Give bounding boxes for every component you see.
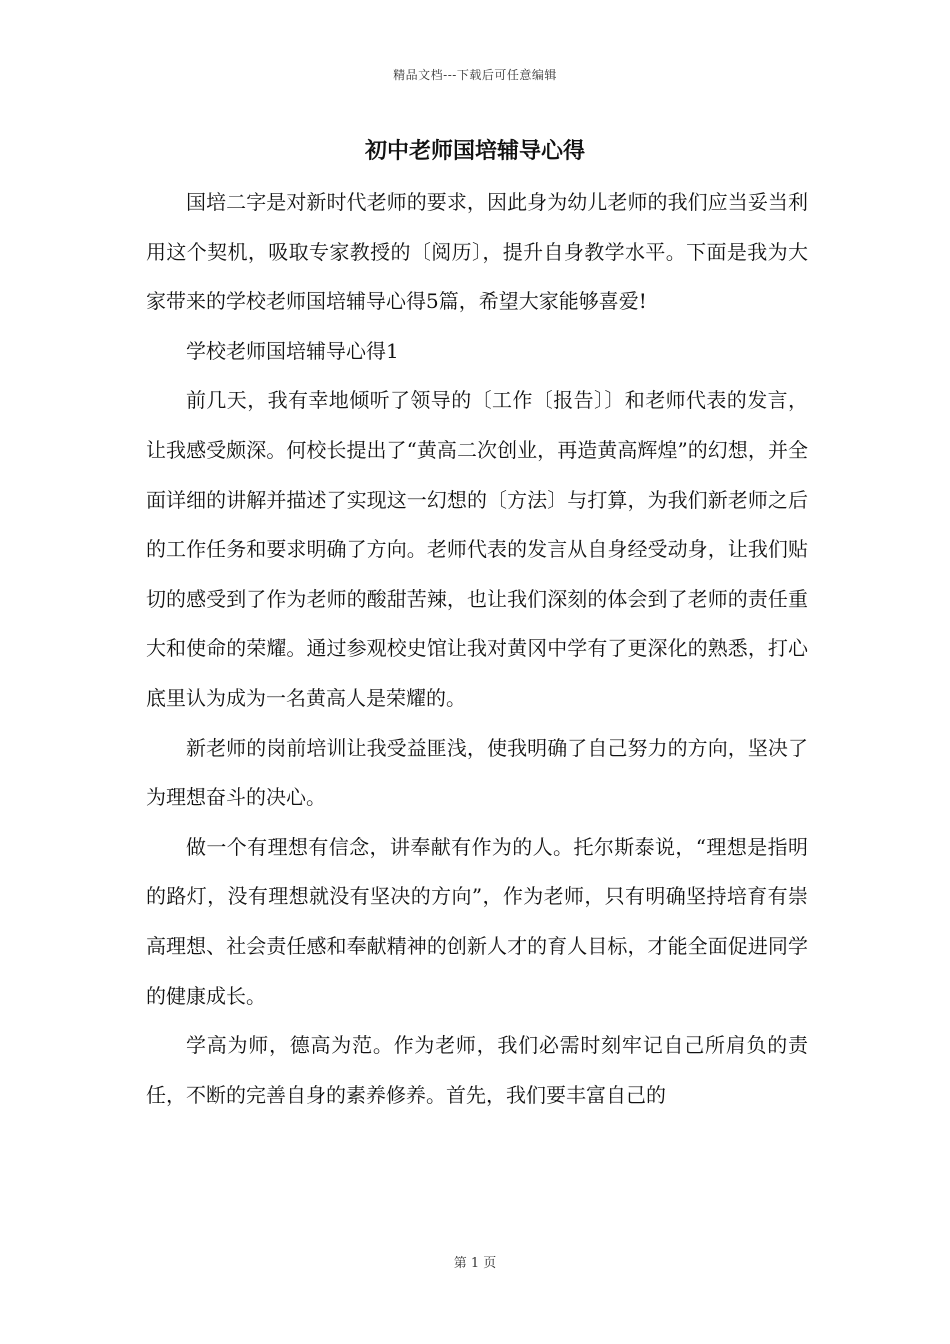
document-body xyxy=(146,178,808,1120)
section-heading: 学校老师国培辅导心得1 xyxy=(186,338,399,363)
body-paragraph: 新老师的岗前培训让我受益匪浅，使我明确了自己努力的方向，坚决了为理想奋斗的决心。 xyxy=(146,735,808,810)
body-paragraph: 做一个有理想有信念，讲奉献有作为的人。托尔斯泰说，“理想是指明的路灯，没有理想就没有坚决的方向”，作为老师，只有明确坚持培育有崇高理想、社会责任感和奉献精神的创新人才的育人目标，才能全面促进同学的健康成长。 xyxy=(146,834,808,1008)
intro-paragraph: 国培二字是对新时代老师的要求，因此身为幼儿老师的我们应当妥当利用这个契机，吸取专家教授的〔阅历〕，提升自身教学水平。下面是我为大家带来的学校老师国培辅导心得5篇，希望大家能够喜爱! xyxy=(146,190,808,314)
page-number: 第 1 页 xyxy=(453,1256,497,1271)
page-header: 精品文档---下载后可任意编辑 xyxy=(393,68,557,82)
body-paragraph: 前几天，我有幸地倾听了领导的〔工作〔报告〕〕和老师代表的发言，让我感受颇深。何校长提出了“黄高二次创业，再造黄高辉煌”的幻想，并全面详细的讲解并描述了实现这一幻想的〔方法〕与打算，为我们新老师之后的工作任务和要求明确了方向。老师代表的发言从自身经受动身，让我们贴切的感受到了作为老师的酸甜苦辣，也让我们深刻的体会到了老师的责任重大和使命的荣耀。通过参观校史馆让我对黄冈中学有了更深化的熟悉，打心底里认为成为一名黄高人是荣耀的。 xyxy=(146,388,808,710)
body-paragraph: 学高为师，德高为范。作为老师，我们必需时刻牢记自己所肩负的责任，不断的完善自身的素养修养。首先，我们要丰富自己的 xyxy=(146,1033,808,1107)
document-title: 初中老师国培辅导心得 xyxy=(364,138,585,164)
